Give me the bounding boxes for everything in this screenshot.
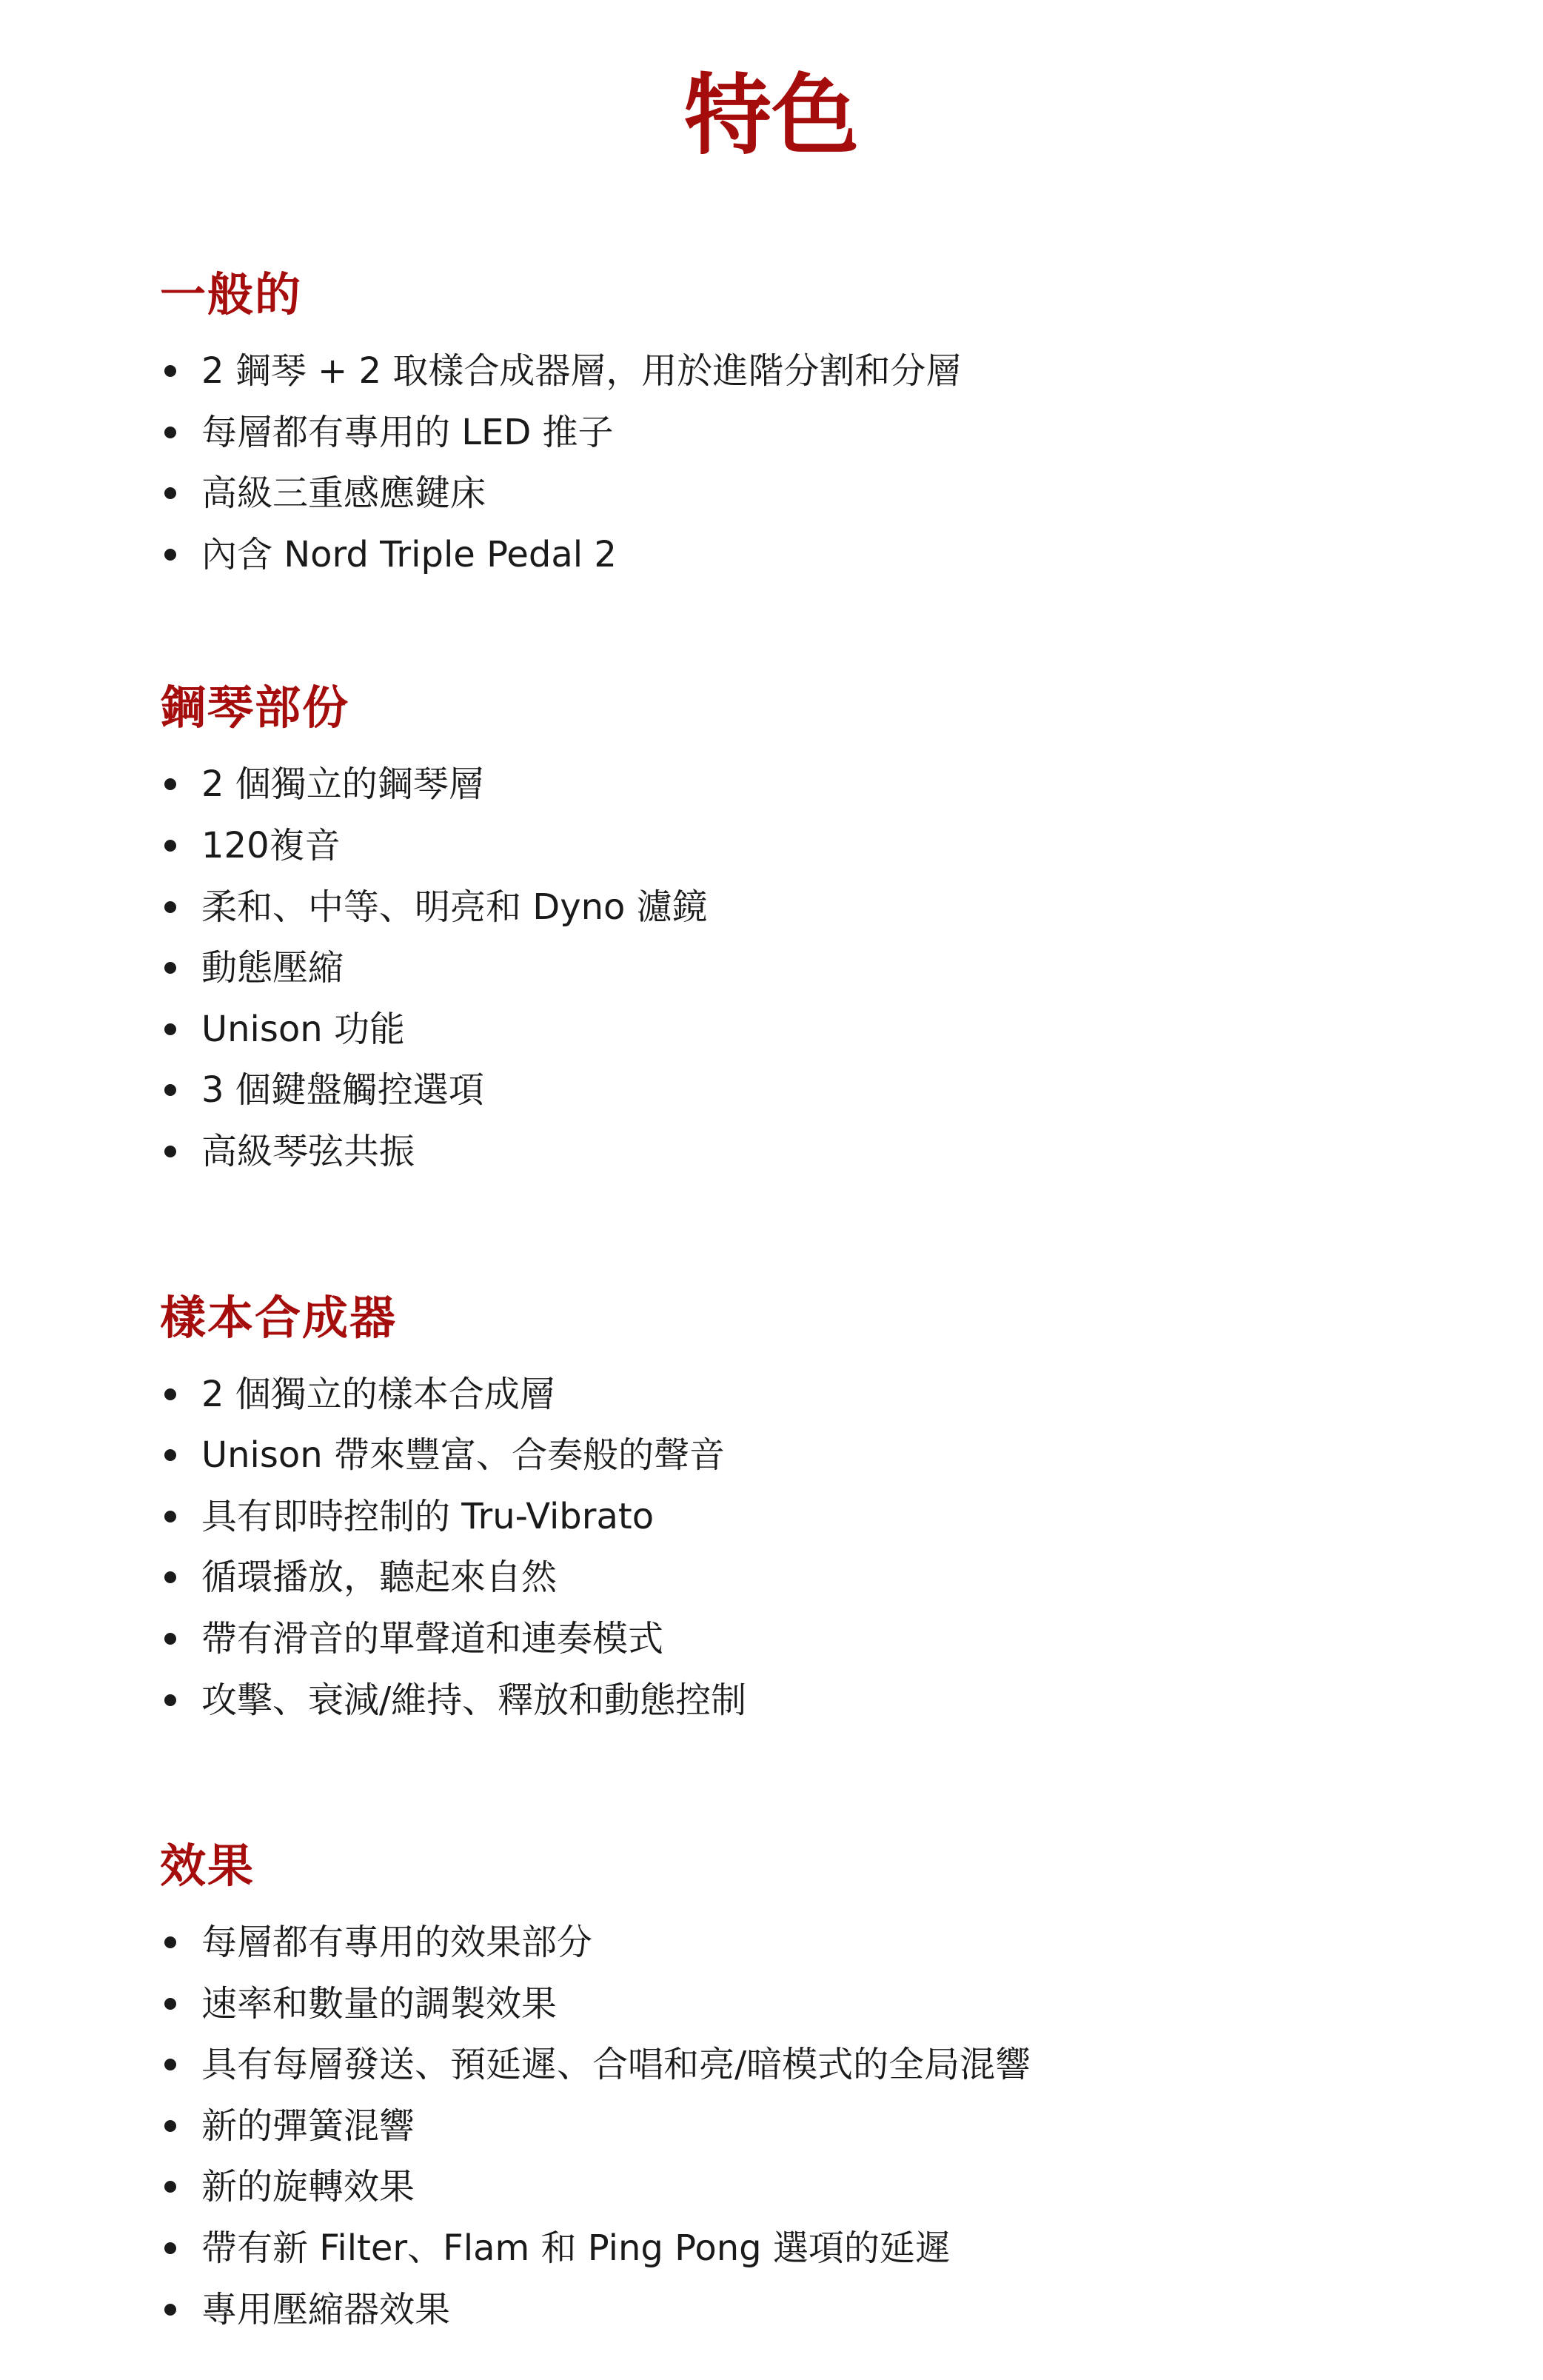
section-general (160, 265, 1383, 585)
bullet-icon (164, 2242, 176, 2254)
list-item (160, 1670, 1383, 1731)
list-item (160, 2156, 1383, 2218)
list-item (160, 2096, 1383, 2157)
list-item-text: 具有每層發送、預延遲、合唱和亮/暗模式的全局混響 (201, 2044, 1031, 2086)
list-item (160, 1912, 1383, 1973)
section-sample-synth (160, 1288, 1383, 1731)
list-item-text: 120複音 (201, 824, 341, 866)
list-item-text: 每層都有專用的 LED 推子 (201, 411, 614, 453)
bullet-icon (164, 2304, 176, 2316)
list-item-text: 帶有滑音的單聲道和連奏模式 (201, 1617, 664, 1659)
bullet-icon (164, 901, 176, 913)
page-title: 特色 (683, 64, 859, 167)
bullet-icon (164, 1388, 176, 1400)
bullet-icon (164, 1511, 176, 1522)
bullet-icon (164, 1146, 176, 1157)
list-item-text: 新的旋轉效果 (201, 2166, 415, 2208)
list-item-text: 內含 Nord Triple Pedal 2 (201, 533, 617, 575)
bullet-icon (164, 2059, 176, 2070)
list-item-text: 新的彈簧混響 (201, 2105, 415, 2147)
list-item (160, 463, 1383, 524)
list-item-text: 2 鋼琴 + 2 取樣合成器層，用於進階分割和分層 (201, 350, 962, 392)
list-item-text: 帶有新 Filter、Flam 和 Ping Pong 選項的延遲 (201, 2227, 951, 2270)
list-item-text: 動態壓縮 (201, 947, 344, 989)
bullet-icon (164, 840, 176, 852)
list-item (160, 1973, 1383, 2035)
section-effects (160, 1836, 1383, 2340)
bullet-icon (164, 427, 176, 438)
bullet-icon (164, 487, 176, 499)
feature-list-sample-synth (160, 1364, 1383, 1731)
section-heading-effects: 效果 (160, 1839, 255, 1893)
bullet-icon (164, 1694, 176, 1706)
bullet-icon (164, 962, 176, 974)
list-item (160, 341, 1383, 402)
list-item-text: 專用壓縮器效果 (201, 2288, 451, 2330)
list-item (160, 1060, 1383, 1121)
bullet-icon (164, 2120, 176, 2132)
list-item (160, 524, 1383, 586)
list-item (160, 2034, 1383, 2096)
bullet-icon (164, 778, 176, 790)
feature-list-effects (160, 1912, 1383, 2340)
list-item (160, 999, 1383, 1060)
list-item (160, 1425, 1383, 1486)
bullet-icon (164, 1084, 176, 1096)
list-item-text: 高級三重感應鍵床 (201, 472, 486, 515)
section-heading-general: 一般的 (160, 267, 303, 321)
bullet-icon (164, 1023, 176, 1035)
list-item (160, 1364, 1383, 1425)
list-item (160, 815, 1383, 877)
list-item-text: Unison 功能 (201, 1008, 405, 1050)
list-item (160, 1486, 1383, 1548)
bullet-icon (164, 549, 176, 561)
list-item-text: 柔和、中等、明亮和 Dyno 濾鏡 (201, 886, 708, 928)
list-item (160, 1547, 1383, 1608)
list-item-text: 循環播放，聽起來自然 (201, 1557, 558, 1599)
list-item (160, 754, 1383, 815)
list-item-text: 3 個鍵盤觸控選項 (201, 1069, 484, 1112)
feature-list-piano (160, 754, 1383, 1182)
list-item (160, 1608, 1383, 1670)
section-heading-piano: 鋼琴部份 (160, 681, 350, 735)
bullet-icon (164, 1998, 176, 2010)
bullet-icon (164, 1633, 176, 1645)
feature-list-general (160, 341, 1383, 585)
list-item-text: 攻擊、衰減/維持、釋放和動態控制 (201, 1679, 747, 1721)
bullet-icon (164, 365, 176, 377)
list-item (160, 2218, 1383, 2279)
section-heading-sample-synth: 樣本合成器 (160, 1290, 398, 1345)
bullet-icon (164, 1571, 176, 1583)
bullet-icon (164, 2181, 176, 2193)
list-item-text: 2 個獨立的鋼琴層 (201, 763, 484, 806)
list-item-text: 速率和數量的調製效果 (201, 1982, 558, 2025)
bullet-icon (164, 1936, 176, 1948)
list-item-text: Unison 帶來豐富、合奏般的聲音 (201, 1434, 725, 1477)
list-item (160, 1121, 1383, 1183)
list-item (160, 2279, 1383, 2341)
bullet-icon (164, 1449, 176, 1461)
list-item-text: 每層都有專用的效果部分 (201, 1922, 593, 1964)
list-item-text: 具有即時控制的 Tru-Vibrato (201, 1495, 655, 1537)
list-item-text: 高級琴弦共振 (201, 1130, 415, 1172)
list-item (160, 402, 1383, 464)
section-piano (160, 678, 1383, 1182)
list-item (160, 937, 1383, 999)
list-item-text: 2 個獨立的樣本合成層 (201, 1373, 555, 1415)
list-item (160, 877, 1383, 938)
